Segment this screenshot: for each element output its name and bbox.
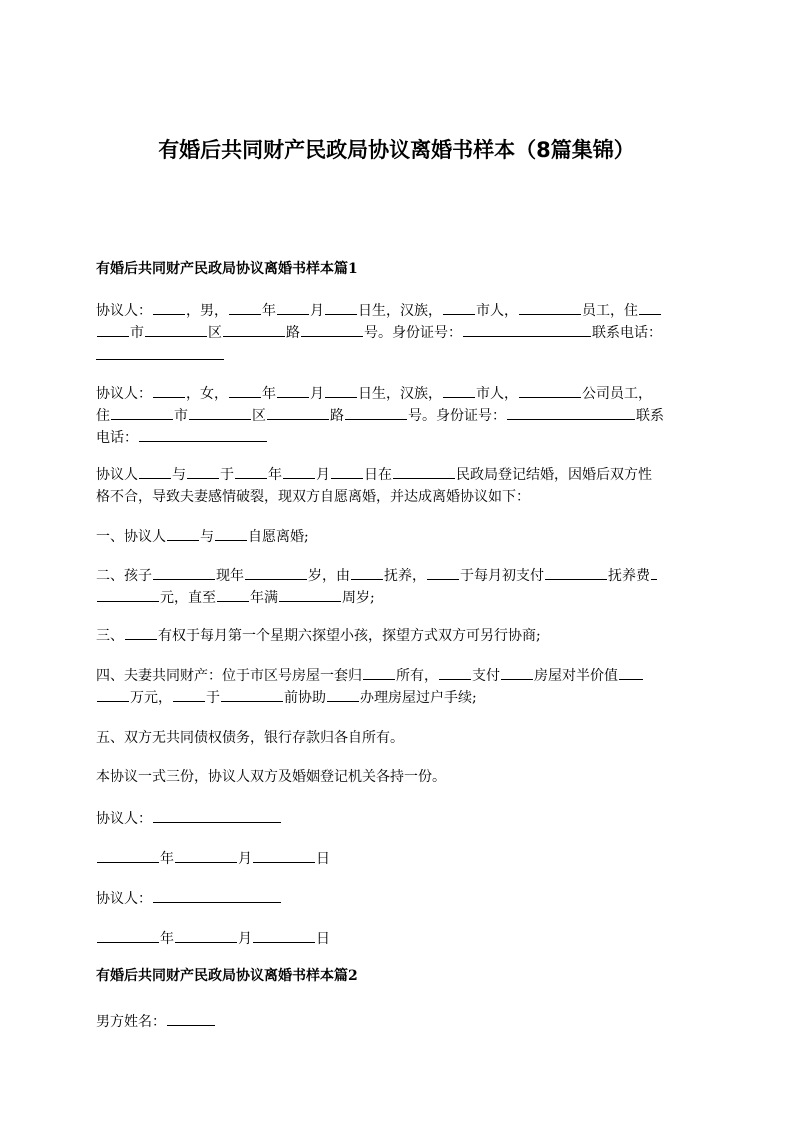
text: 日生，汉族， (358, 386, 442, 402)
blank (223, 322, 285, 337)
text: 月 (316, 467, 330, 483)
blank (345, 405, 407, 420)
text: 号。身份证号： (408, 408, 506, 424)
blank (189, 405, 251, 420)
text: 一、协议人 (96, 529, 166, 545)
blank (277, 383, 309, 398)
signature-line-2 (96, 888, 699, 910)
text: 电话： (96, 430, 138, 446)
blank (153, 808, 281, 823)
text: 路 (330, 408, 344, 424)
blank (97, 587, 159, 602)
blank (519, 383, 581, 398)
text: 四、夫妻共同财产：位于市区号房屋一套归 (96, 668, 362, 684)
text: 年 (268, 467, 282, 483)
text: 员工，住 (582, 303, 638, 319)
blank (439, 665, 471, 680)
blank (153, 300, 185, 315)
blank (253, 928, 315, 943)
text: 元，直至 (160, 590, 216, 606)
text: 市人， (476, 303, 518, 319)
blank (125, 625, 157, 640)
text: 联系 (636, 408, 664, 424)
text: 年 (160, 851, 174, 867)
party-1-paragraph (96, 300, 699, 360)
text: 前协助 (284, 690, 326, 706)
clause-5: 五、双方无共同债权债务，银行存款归各自所有。 (96, 730, 404, 746)
text: 现年 (216, 568, 244, 584)
blank (267, 405, 329, 420)
blank (651, 565, 657, 580)
text: 协议人： (96, 811, 152, 827)
text: 自愿离婚; (248, 529, 309, 545)
blank (245, 565, 307, 580)
text: 房屋对半价值 (534, 668, 618, 684)
blank (229, 383, 261, 398)
text: 与 (200, 529, 214, 545)
blank (111, 405, 173, 420)
blank (507, 405, 635, 420)
text: 民政局登记结婚，因婚后双方性 (456, 467, 652, 483)
blank (167, 526, 199, 541)
blank (325, 383, 357, 398)
text: 办理房屋过户手续; (360, 690, 477, 706)
blank (443, 383, 475, 398)
document-title: 有婚后共同财产民政局协议离婚书样本（8篇集锦） (158, 138, 635, 162)
blank (427, 565, 459, 580)
blank (97, 322, 129, 337)
text: 号。身份证号： (364, 325, 462, 341)
clause-2 (96, 565, 699, 609)
date-line-2 (96, 928, 699, 950)
blank (301, 322, 363, 337)
text: 有权于每月第一个星期六探望小孩，探望方式双方可另行协商; (158, 628, 541, 644)
text: 男方姓名： (96, 1014, 166, 1030)
blank (173, 687, 205, 702)
text: 支付 (472, 668, 500, 684)
signature-line-1 (96, 808, 699, 830)
text: 日生，汉族， (358, 303, 442, 319)
text: 日 (316, 851, 330, 867)
blank (175, 848, 237, 863)
blank (139, 464, 171, 479)
text: ，女， (186, 386, 228, 402)
text: 月 (310, 386, 324, 402)
blank (97, 687, 129, 702)
blank (501, 665, 533, 680)
text: 年 (262, 303, 276, 319)
blank (215, 526, 247, 541)
blank (235, 464, 267, 479)
text: 与 (172, 467, 186, 483)
blank (221, 687, 283, 702)
blank (331, 464, 363, 479)
blank (279, 587, 341, 602)
text: 所有， (396, 668, 438, 684)
blank (351, 565, 383, 580)
text: 万元， (130, 690, 172, 706)
text: 协议人 (96, 467, 138, 483)
blank (325, 300, 357, 315)
text: 年 (160, 931, 174, 947)
text: 协议人： (96, 386, 152, 402)
text: 市 (130, 325, 144, 341)
text: 协议人： (96, 891, 152, 907)
blank (229, 300, 261, 315)
blank (619, 665, 643, 680)
text: 抚养， (384, 568, 426, 584)
text: 于每月初支付 (460, 568, 544, 584)
text: 公司员工， (582, 386, 652, 402)
text: 联系电话： (592, 325, 662, 341)
male-name-line (96, 1011, 699, 1033)
clause-3 (96, 625, 699, 647)
text: 市人， (476, 386, 518, 402)
text: 住 (96, 408, 110, 424)
blank (96, 344, 224, 360)
clause-1 (96, 526, 699, 548)
text: 三、 (96, 628, 124, 644)
clause-4 (96, 665, 699, 709)
text: 周岁; (342, 590, 375, 606)
text: 二、孩子 (96, 568, 152, 584)
text: 日在 (364, 467, 392, 483)
blank (327, 687, 359, 702)
blank (283, 464, 315, 479)
text: 于 (220, 467, 234, 483)
blank (277, 300, 309, 315)
section-2-heading: 有婚后共同财产民政局协议离婚书样本篇2 (96, 968, 358, 984)
text: 月 (238, 931, 252, 947)
text: 于 (206, 690, 220, 706)
party-2-paragraph (96, 383, 699, 449)
blank (139, 427, 267, 442)
blank (393, 464, 455, 479)
blank (153, 888, 281, 903)
text: 区 (208, 325, 222, 341)
blank (545, 565, 607, 580)
blank (97, 928, 159, 943)
blank (175, 928, 237, 943)
text: 年满 (250, 590, 278, 606)
date-line-1 (96, 848, 699, 870)
text: 抚养费 (608, 568, 650, 584)
text: 路 (286, 325, 300, 341)
text: 月 (310, 303, 324, 319)
text: 市 (174, 408, 188, 424)
blank (217, 587, 249, 602)
blank (187, 464, 219, 479)
text: 岁，由 (308, 568, 350, 584)
blank (253, 848, 315, 863)
blank (463, 322, 591, 337)
text: 月 (238, 851, 252, 867)
blank (167, 1011, 215, 1026)
blank (519, 300, 581, 315)
blank (639, 300, 661, 315)
blank (153, 383, 185, 398)
blank (443, 300, 475, 315)
text: 格不合，导致夫妻感情破裂，现双方自愿离婚，并达成离婚协议如下： (96, 489, 530, 505)
text: 协议人： (96, 303, 152, 319)
blank (145, 322, 207, 337)
text: ，男， (186, 303, 228, 319)
text: 日 (316, 931, 330, 947)
intro-paragraph (96, 464, 699, 508)
copies-statement: 本协议一式三份，协议人双方及婚姻登记机关各持一份。 (96, 769, 446, 785)
blank (153, 565, 215, 580)
blank (363, 665, 395, 680)
text: 年 (262, 386, 276, 402)
blank (97, 848, 159, 863)
text: 区 (252, 408, 266, 424)
section-1-heading: 有婚后共同财产民政局协议离婚书样本篇1 (96, 261, 358, 277)
